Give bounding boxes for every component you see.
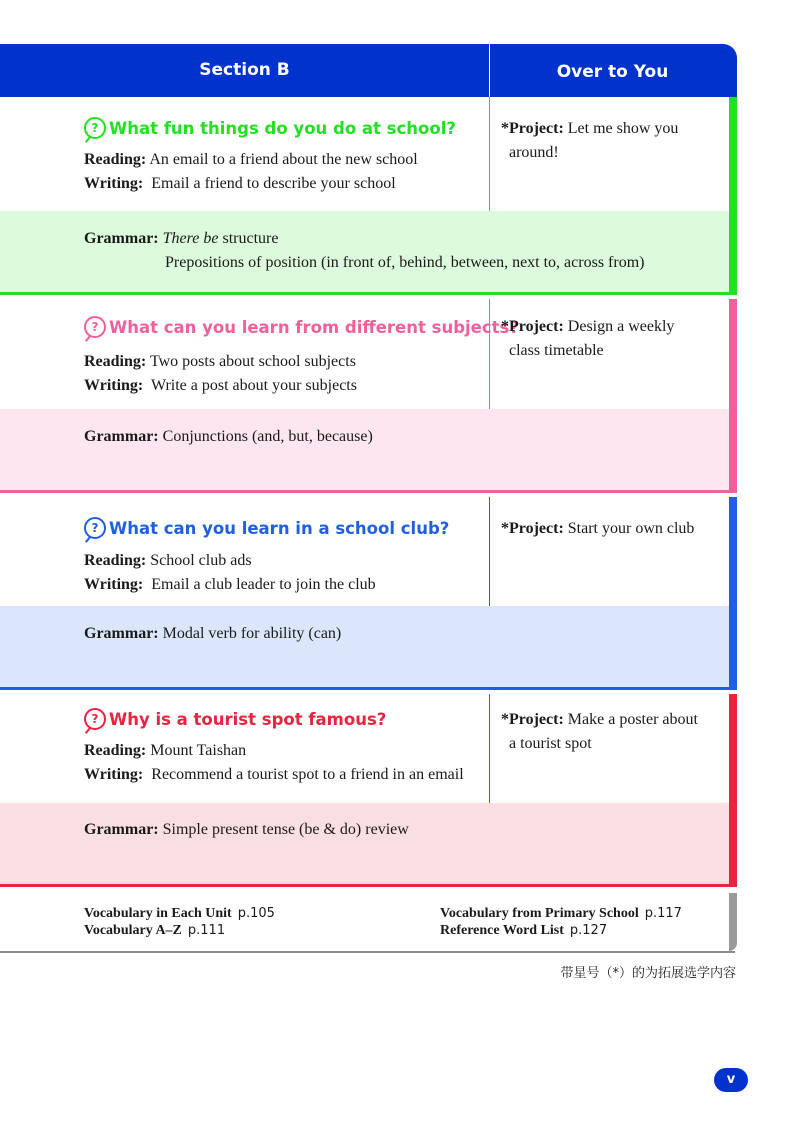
grammar-band (0, 409, 737, 491)
grammar-band (0, 606, 737, 688)
unit-bottom-line (0, 687, 737, 690)
question-text: Why is a tourist spot famous? (109, 709, 387, 729)
vocab-each-unit-link[interactable] (84, 906, 275, 922)
project-label: *Project: (501, 120, 564, 137)
project-label: *Project: (501, 520, 564, 537)
grammar-text: Simple present tense (be & do) review (162, 821, 409, 838)
unit-color-bar (729, 299, 737, 493)
page-ref: p.117 (644, 906, 682, 921)
grammar-text: structure (222, 230, 279, 247)
reading-line (84, 742, 246, 760)
column-divider (489, 497, 490, 606)
unit-bottom-line (0, 292, 737, 295)
page-ref: p.111 (187, 923, 226, 938)
page-ref: p.105 (237, 906, 275, 921)
unit-question (84, 517, 449, 539)
project-text-2: around! (509, 144, 559, 161)
grammar-line (84, 625, 341, 643)
over-to-you-heading: Over to You (556, 62, 669, 82)
project-text-2: class timetable (509, 342, 604, 359)
unit-bottom-line (0, 490, 737, 493)
writing-label: Writing: (84, 576, 144, 593)
question-magnifier-icon: ? (84, 517, 106, 539)
question-text: What can you learn from different subjects? (109, 317, 519, 337)
vocab-primary-label: Vocabulary from Primary School (440, 906, 639, 921)
unit-bottom-line (0, 884, 737, 887)
reading-line (84, 151, 418, 169)
grammar-emphasis: There be (162, 230, 219, 247)
writing-line (84, 576, 376, 594)
reading-text: Two posts about school subjects (149, 353, 356, 370)
unit-question (84, 708, 386, 730)
question-text: What can you learn in a school club? (109, 518, 450, 538)
unit-question (84, 316, 519, 338)
vocab-primary-link[interactable] (440, 906, 682, 922)
question-magnifier-icon: ? (84, 117, 106, 139)
writing-label: Writing: (84, 377, 144, 394)
question-text: What fun things do you do at school? (109, 118, 456, 138)
unit-block-2 (0, 299, 737, 493)
project-text: Let me show you (567, 120, 679, 137)
grammar-label: Grammar: (84, 428, 159, 445)
reading-line (84, 353, 356, 371)
project-label: *Project: (501, 711, 564, 728)
unit-block-1 (0, 97, 737, 295)
project (501, 117, 726, 165)
grammar-text: Conjunctions (and, but, because) (162, 428, 373, 445)
grammar-text: Modal verb for ability (can) (162, 625, 342, 642)
reference-word-list-label: Reference Word List (440, 923, 564, 938)
writing-line (84, 175, 396, 193)
column-divider (489, 97, 490, 211)
vocab-each-unit-label: Vocabulary in Each Unit (84, 906, 232, 921)
question-magnifier-icon: ? (84, 708, 106, 730)
project-text: Make a poster about (567, 711, 698, 728)
project (501, 708, 726, 756)
reference-word-list-link[interactable] (440, 923, 607, 939)
grammar-band (0, 803, 737, 885)
grammar-line (84, 230, 278, 248)
project-text: Start your own club (567, 520, 695, 537)
grammar-line-2: Prepositions of position (in front of, behind, between, next to, across from) (165, 254, 645, 271)
question-magnifier-icon: ? (84, 316, 106, 338)
writing-label: Writing: (84, 175, 144, 192)
vocab-a-z-link[interactable] (84, 923, 225, 939)
project-text-2: a tourist spot (509, 735, 592, 752)
writing-text: Recommend a tourist spot to a friend in an email (151, 766, 464, 783)
reading-text: School club ads (150, 552, 252, 569)
project-label: *Project: (501, 318, 564, 335)
project (501, 517, 726, 541)
grammar-line (84, 428, 373, 446)
reading-label: Reading: (84, 552, 147, 569)
grammar-line (84, 821, 409, 839)
reading-label: Reading: (84, 742, 147, 759)
reading-text: Mount Taishan (150, 742, 247, 759)
page-ref: p.127 (569, 923, 608, 938)
unit-block-3 (0, 497, 737, 690)
grammar-band (0, 211, 737, 293)
page-number-badge: v (714, 1068, 748, 1092)
reading-label: Reading: (84, 151, 147, 168)
unit-color-bar (729, 497, 737, 690)
unit-color-bar (729, 97, 737, 295)
column-divider (489, 694, 490, 803)
section-b-heading: Section B (199, 60, 290, 80)
footer-bottom-line (0, 951, 735, 953)
unit-block-4 (0, 694, 737, 887)
optional-content-note: 带星号（*）的为拓展选学内容 (560, 966, 736, 981)
writing-text: Write a post about your subjects (150, 377, 357, 394)
footer-right-bar (729, 893, 737, 951)
reading-text: An email to a friend about the new school (149, 151, 418, 168)
vocab-a-z-label: Vocabulary A–Z (84, 923, 182, 938)
writing-text: Email a club leader to join the club (151, 576, 376, 593)
grammar-label: Grammar: (84, 821, 159, 838)
writing-line (84, 766, 464, 784)
project-text: Design a weekly (567, 318, 675, 335)
reading-label: Reading: (84, 353, 147, 370)
unit-question (84, 117, 456, 139)
project (501, 315, 726, 363)
writing-text: Email a friend to describe your school (151, 175, 396, 192)
writing-label: Writing: (84, 766, 144, 783)
writing-line (84, 377, 357, 395)
grammar-label: Grammar: (84, 230, 159, 247)
unit-color-bar (729, 694, 737, 887)
grammar-label: Grammar: (84, 625, 159, 642)
reading-line (84, 552, 252, 570)
